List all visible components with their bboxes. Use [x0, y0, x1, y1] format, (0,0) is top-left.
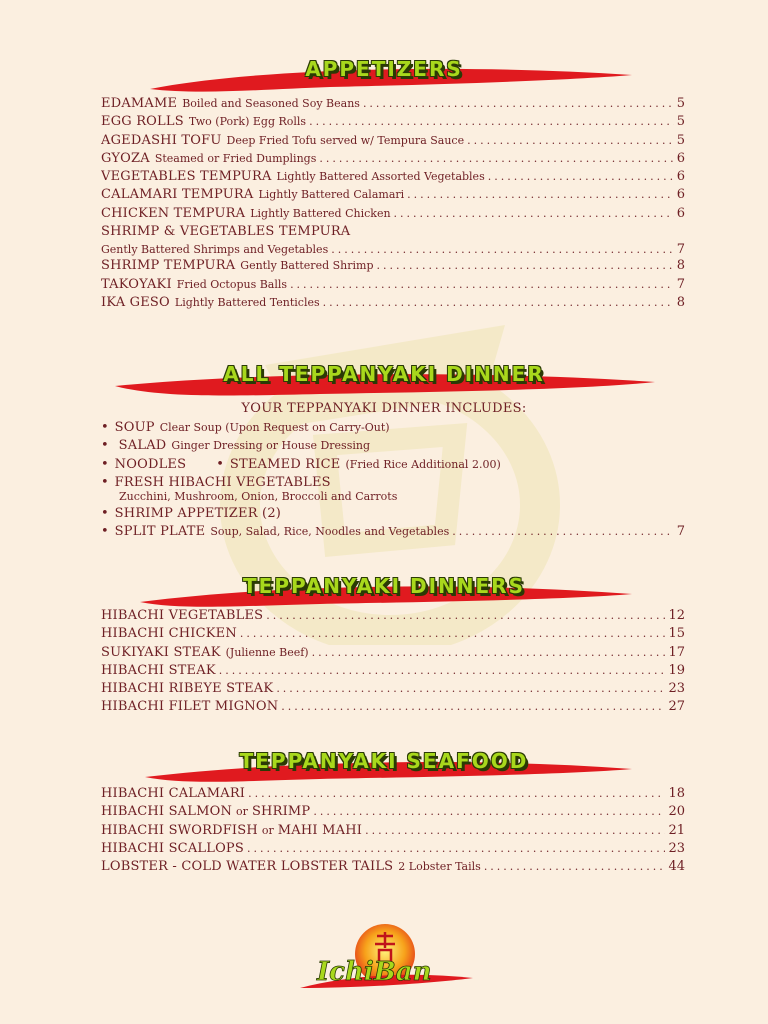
list-item: EDAMAME Boiled and Seasoned Soy Beans ..... 5 — [101, 96, 685, 114]
seafood-list — [101, 786, 685, 877]
list-item: CALAMARI TEMPURA Lightly Battered Calamari ..... 6 — [101, 187, 685, 205]
list-item: SUKIYAKI STEAK (Julienne Beef) ..... 17 — [101, 645, 685, 663]
includes-list — [101, 420, 685, 543]
svg-text:IchiBan: IchiBan — [317, 957, 432, 987]
list-item: • SPLIT PLATE Soup, Salad, Rice, Noodles and Vegetables ..... 7 — [101, 524, 685, 542]
includes-heading: YOUR TEPPANYAKI DINNER INCLUDES: — [241, 401, 527, 416]
list-item: • NOODLES • STEAMED RICE (Fried Rice Additional 2.00) — [101, 456, 501, 472]
appetizers-list — [101, 96, 685, 313]
dinners-title: TEPPANYAKI DINNERS — [243, 574, 525, 598]
list-item: HIBACHI SCALLOPS ..... 23 — [101, 841, 685, 859]
list-item: HIBACHI STEAK ..... 19 — [101, 663, 685, 681]
list-item: HIBACHI CALAMARI ..... 18 — [101, 786, 685, 804]
list-item: IKA GESO Lightly Battered Tenticles ..... 8 — [101, 295, 685, 313]
appetizers-title: APPETIZERS — [305, 57, 463, 81]
list-item: HIBACHI SWORDFISH or MAHI MAHI ..... 21 — [101, 823, 685, 841]
list-item: • FRESH HIBACHI VEGETABLES Zucchini, Mushroom, Onion, Broccoli and Carrots — [101, 474, 398, 504]
list-item: HIBACHI SALMON or SHRIMP ..... 20 — [101, 804, 685, 822]
list-item: GYOZA Steamed or Fried Dumplings ..... 6 — [101, 151, 685, 169]
list-item: • SHRIMP APPETIZER (2) — [101, 506, 282, 522]
list-item: VEGETABLES TEMPURA Lightly Battered Assorted Vegetables ..... 6 — [101, 169, 685, 187]
list-item: HIBACHI RIBEYE STEAK ..... 23 — [101, 681, 685, 699]
list-item: SHRIMP TEMPURA Gently Battered Shrimp ..... 8 — [101, 258, 685, 276]
dinners-list — [101, 608, 685, 718]
seafood-title: TEPPANYAKI SEAFOOD — [239, 749, 529, 773]
list-item: AGEDASHI TOFU Deep Fried Tofu served w/ Tempura Sauce ..... 5 — [101, 133, 685, 151]
list-item: TAKOYAKI Fried Octopus Balls ..... 7 — [101, 277, 685, 295]
all-dinner-title: ALL TEPPANYAKI DINNER — [223, 362, 545, 386]
list-item: CHICKEN TEMPURA Lightly Battered Chicken ..... 6 — [101, 206, 685, 224]
list-item: • SALAD Ginger Dressing or House Dressing — [101, 438, 370, 454]
list-item: LOBSTER - COLD WATER LOBSTER TAILS 2 Lobster Tails ..... 44 — [101, 859, 685, 877]
list-item: HIBACHI FILET MIGNON ..... 27 — [101, 699, 685, 717]
list-item: EGG ROLLS Two (Pork) Egg Rolls ..... 5 — [101, 114, 685, 132]
ichiban-logo-icon — [295, 922, 475, 994]
list-item: SHRIMP & VEGETABLES TEMPURA Gently Battered Shrimps and Vegetables ..... 7 — [101, 224, 685, 258]
list-item: HIBACHI CHICKEN ..... 15 — [101, 626, 685, 644]
list-item: • SOUP Clear Soup (Upon Request on Carry-Out) — [101, 420, 390, 435]
list-item: HIBACHI VEGETABLES ..... 12 — [101, 608, 685, 626]
